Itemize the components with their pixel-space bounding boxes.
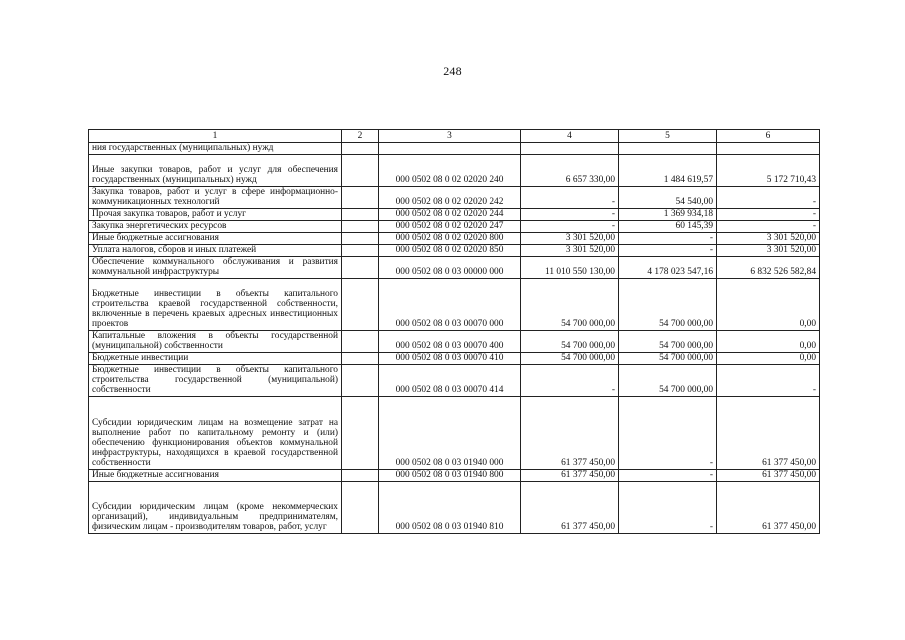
row-col2-cell (342, 233, 379, 245)
row-value-col5: 54 540,00 (619, 187, 717, 209)
row-value-col4: 6 657 330,00 (521, 155, 619, 187)
row-code-cell: 000 0502 08 0 03 00070 410 (379, 353, 521, 365)
row-value-col6: 0,00 (717, 331, 820, 353)
row-col2-cell (342, 257, 379, 279)
table-row (89, 397, 820, 470)
row-col2-cell (342, 482, 379, 534)
table-row (89, 187, 820, 209)
row-code-cell: 000 0502 08 0 03 00070 414 (379, 365, 521, 397)
row-name-cell: Бюджетные инвестиции в объекты капитального строительства государственной (муниципальной) собственности (89, 365, 342, 397)
row-value-col5: - (619, 245, 717, 257)
row-value-col5: 54 700 000,00 (619, 365, 717, 397)
row-value-col6: 61 377 450,00 (717, 397, 820, 470)
row-value-col5: - (619, 233, 717, 245)
row-value-col4: 54 700 000,00 (521, 279, 619, 331)
table-row (89, 331, 820, 353)
row-name-cell: Иные закупки товаров, работ и услуг для обеспечения государственных (муниципальных) нужд (89, 155, 342, 187)
row-code-cell: 000 0502 08 0 02 02020 850 (379, 245, 521, 257)
row-name-cell: Субсидии юридическим лицам на возмещение затрат на выполнение работ по капитальному ремонту и (или) обеспечению функционирования объектов коммунальной инфраструктуры, находящихся в краевой государственной собственности (89, 397, 342, 470)
table-row (89, 482, 820, 534)
row-name-cell: ния государственных (муниципальных) нужд (89, 143, 342, 155)
row-code-cell: 000 0502 08 0 03 00000 000 (379, 257, 521, 279)
column-header: 5 (619, 130, 717, 143)
row-value-col6: 6 832 526 582,84 (717, 257, 820, 279)
row-value-col5: - (619, 397, 717, 470)
row-col2-cell (342, 187, 379, 209)
table-header-row (89, 130, 820, 143)
table-row (89, 279, 820, 331)
column-header: 2 (342, 130, 379, 143)
row-value-col4: 61 377 450,00 (521, 482, 619, 534)
row-name-cell: Закупка товаров, работ и услуг в сфере информационно-коммуникационных технологий (89, 187, 342, 209)
row-value-col6: 61 377 450,00 (717, 482, 820, 534)
row-value-col6: 5 172 710,43 (717, 155, 820, 187)
row-name-cell: Иные бюджетные ассигнования (89, 470, 342, 482)
row-col2-cell (342, 209, 379, 221)
table-row (89, 365, 820, 397)
row-code-cell: 000 0502 08 0 03 01940 000 (379, 397, 521, 470)
table-row (89, 209, 820, 221)
row-code-cell (379, 143, 521, 155)
row-col2-cell (342, 221, 379, 233)
row-value-col4: - (521, 187, 619, 209)
row-value-col6: 3 301 520,00 (717, 245, 820, 257)
row-value-col5: - (619, 482, 717, 534)
table-row (89, 143, 820, 155)
row-value-col4: 61 377 450,00 (521, 397, 619, 470)
row-value-col4: 3 301 520,00 (521, 233, 619, 245)
row-value-col5: 1 369 934,18 (619, 209, 717, 221)
row-value-col6: - (717, 365, 820, 397)
row-value-col6: 0,00 (717, 279, 820, 331)
row-value-col6: - (717, 221, 820, 233)
row-value-col5: 54 700 000,00 (619, 331, 717, 353)
row-value-col5: 54 700 000,00 (619, 353, 717, 365)
row-value-col5: 54 700 000,00 (619, 279, 717, 331)
column-header: 6 (717, 130, 820, 143)
row-value-col6: 0,00 (717, 353, 820, 365)
row-name-cell: Иные бюджетные ассигнования (89, 233, 342, 245)
column-header: 1 (89, 130, 342, 143)
row-code-cell: 000 0502 08 0 02 02020 242 (379, 187, 521, 209)
row-value-col4: - (521, 365, 619, 397)
row-code-cell: 000 0502 08 0 02 02020 244 (379, 209, 521, 221)
row-value-col5: 60 145,39 (619, 221, 717, 233)
row-col2-cell (342, 155, 379, 187)
budget-table (88, 129, 820, 534)
row-value-col6: - (717, 209, 820, 221)
row-name-cell: Бюджетные инвестиции (89, 353, 342, 365)
row-value-col4 (521, 143, 619, 155)
row-name-cell: Прочая закупка товаров, работ и услуг (89, 209, 342, 221)
row-value-col6: 3 301 520,00 (717, 233, 820, 245)
table-row (89, 221, 820, 233)
row-name-cell: Субсидии юридическим лицам (кроме некоммерческих организаций), индивидуальным предпринимателям, физическим лицам - производителям товаров, работ, услуг (89, 482, 342, 534)
table-row (89, 353, 820, 365)
row-value-col6 (717, 143, 820, 155)
row-col2-cell (342, 353, 379, 365)
row-code-cell: 000 0502 08 0 03 01940 810 (379, 482, 521, 534)
row-name-cell: Закупка энергетических ресурсов (89, 221, 342, 233)
row-code-cell: 000 0502 08 0 03 00070 400 (379, 331, 521, 353)
row-code-cell: 000 0502 08 0 03 00070 000 (379, 279, 521, 331)
row-name-cell: Капитальные вложения в объекты государственной (муниципальной) собственности (89, 331, 342, 353)
column-header: 4 (521, 130, 619, 143)
table-row (89, 470, 820, 482)
row-value-col4: 54 700 000,00 (521, 331, 619, 353)
row-value-col4: 3 301 520,00 (521, 245, 619, 257)
row-value-col5: 1 484 619,57 (619, 155, 717, 187)
row-col2-cell (342, 143, 379, 155)
row-col2-cell (342, 331, 379, 353)
row-value-col4: - (521, 221, 619, 233)
row-value-col4: 11 010 550 130,00 (521, 257, 619, 279)
row-name-cell: Бюджетные инвестиции в объекты капитального строительства краевой государственной собственности, включенные в перечень краевых адресных инвестиционных проектов (89, 279, 342, 331)
row-col2-cell (342, 365, 379, 397)
row-col2-cell (342, 245, 379, 257)
row-code-cell: 000 0502 08 0 03 01940 800 (379, 470, 521, 482)
row-col2-cell (342, 470, 379, 482)
row-code-cell: 000 0502 08 0 02 02020 247 (379, 221, 521, 233)
row-col2-cell (342, 397, 379, 470)
row-value-col4: 54 700 000,00 (521, 353, 619, 365)
column-header: 3 (379, 130, 521, 143)
row-value-col4: - (521, 209, 619, 221)
row-code-cell: 000 0502 08 0 02 02020 800 (379, 233, 521, 245)
table-row (89, 155, 820, 187)
row-value-col5: 4 178 023 547,16 (619, 257, 717, 279)
table-row (89, 245, 820, 257)
row-code-cell: 000 0502 08 0 02 02020 240 (379, 155, 521, 187)
row-value-col6: - (717, 187, 820, 209)
row-value-col5 (619, 143, 717, 155)
row-value-col4: 61 377 450,00 (521, 470, 619, 482)
row-value-col5: - (619, 470, 717, 482)
row-name-cell: Обеспечение коммунального обслуживания и развития коммунальной инфраструктуры (89, 257, 342, 279)
row-col2-cell (342, 279, 379, 331)
row-name-cell: Уплата налогов, сборов и иных платежей (89, 245, 342, 257)
table-row (89, 233, 820, 245)
row-value-col6: 61 377 450,00 (717, 470, 820, 482)
page-number: 248 (443, 64, 462, 78)
table-row (89, 257, 820, 279)
